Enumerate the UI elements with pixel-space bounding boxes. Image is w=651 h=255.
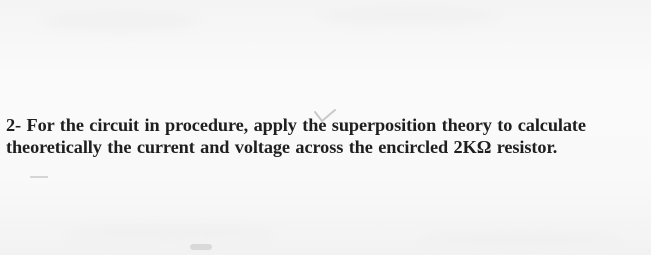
stray-mark <box>190 244 212 250</box>
question-text <box>6 114 646 158</box>
paper-smudge <box>40 12 200 30</box>
paper-smudge <box>420 232 620 244</box>
paper-smudge <box>60 225 280 239</box>
stray-mark <box>30 176 48 178</box>
paper-smudge <box>320 8 500 24</box>
question-line-1: 2- For the circuit in procedure, apply the superposition theory to calculate <box>6 115 586 135</box>
question-line-2: theoretically the current and voltage across the encircled 2KΩ resistor. <box>6 137 558 157</box>
